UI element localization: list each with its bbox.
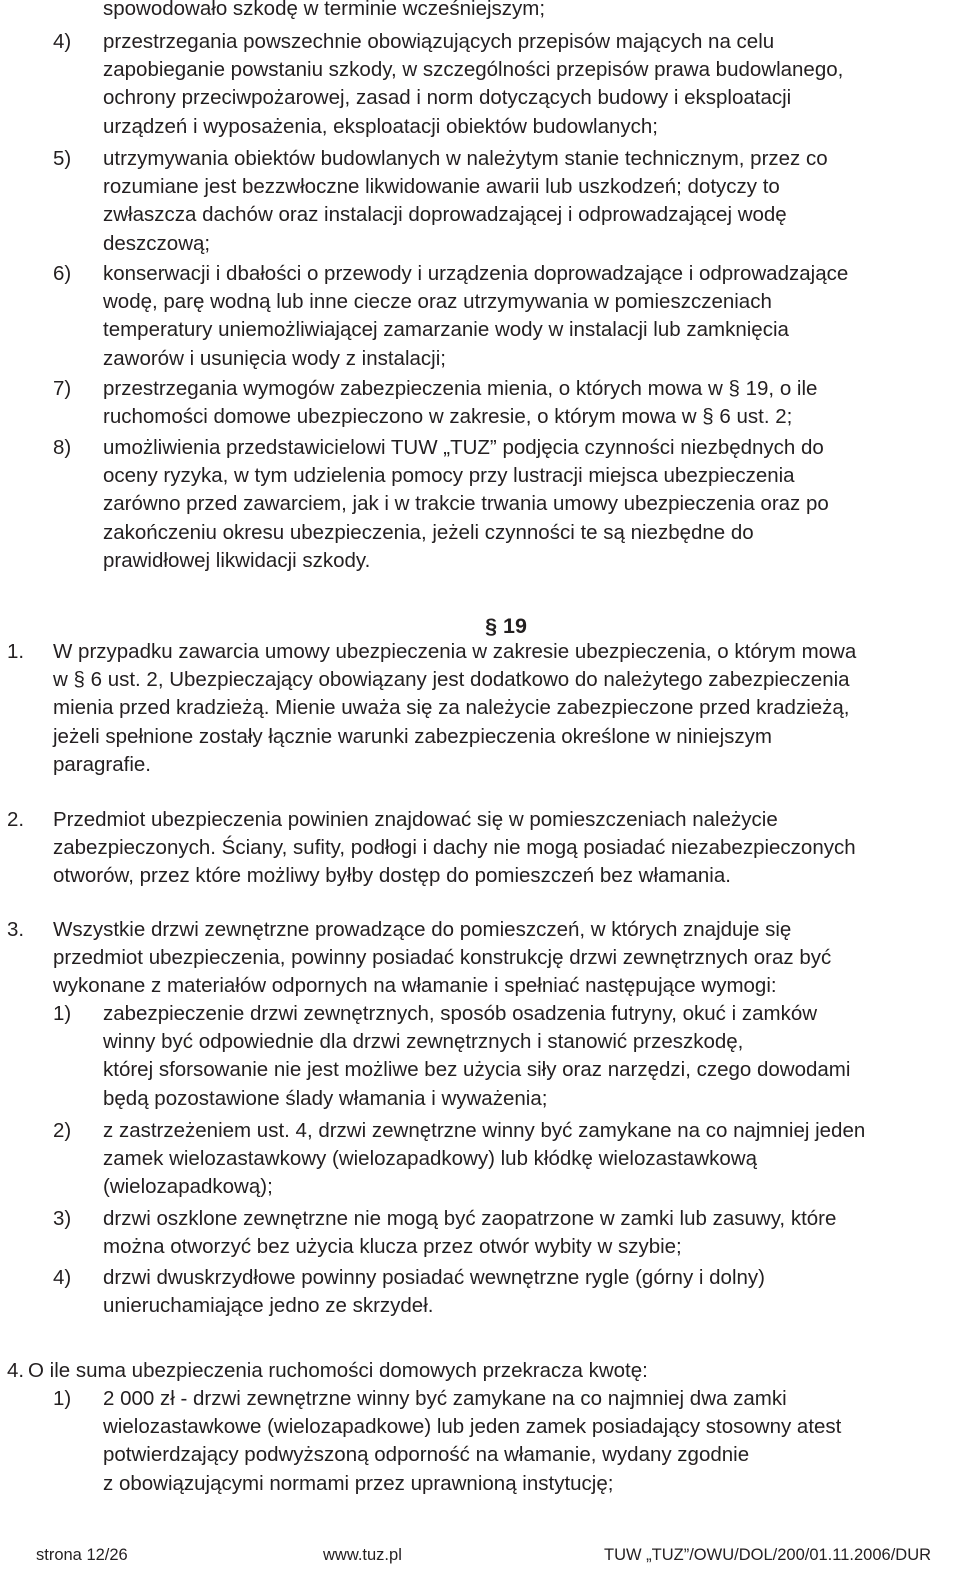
text-line: zwłaszcza dachów oraz instalacji doprowadzającej i odprowadzającej wodę [103,203,787,227]
item-number: 3) [53,1207,72,1230]
paragraph-number: 3. [7,918,25,941]
document-code: TUW „TUZ”/OWU/DOL/200/01.11.2006/DUR [604,1546,932,1564]
text-line: przedmiot ubezpieczenia, powinny posiadać konstrukcję drzwi zewnętrznych oraz być [53,946,832,970]
text-line: konserwacji i dbałości o przewody i urządzenia doprowadzające i odprowadzające [103,262,849,285]
paragraph-text [53,638,951,779]
text-line: zakończeniu okresu ubezpieczenia, jeżeli czynności te są niezbędne do [103,520,754,544]
item-number: 2) [53,1119,72,1142]
paragraph-text [28,1357,928,1385]
text-line: można otworzyć bez użycia klucza przez otwór wybity w szybie; [103,1235,682,1259]
text-line: winny być odpowiednie dla drzwi zewnętrznych i stanowić przeszkodę, [103,1030,744,1054]
text-line: ruchomości domowe ubezpieczono w zakresie, o którym mowa w § 6 ust. 2; [103,405,793,429]
text-line: spowodowało szkodę w terminie wcześniejszym; [103,0,546,20]
item-text [103,434,952,575]
text-line: będą pozostawione ślady włamania i wyważenia; [103,1086,548,1110]
section-heading [0,612,960,640]
text-line: wykonane z materiałów odpornych na włamanie i spełniać następujące wymogi: [53,974,777,998]
text-line: przestrzegania powszechnie obowiązujących przepisów mających na celu [103,30,775,53]
item-text [103,1385,952,1498]
text-line: deszczową; [103,231,211,255]
text-line: zapobieganie powstaniu szkody, w szczególności przepisów prawa budowlanego, [103,58,844,82]
text-line: urządzeń i wyposażenia, eksploatacji obiektów budowlanych; [103,114,658,138]
item-number: 1) [53,1387,72,1410]
item-number: 6) [53,262,72,285]
text-line: Wszystkie drzwi zewnętrzne prowadzące do pomieszczeń, w których znajduje się [53,918,792,941]
item-number: 8) [53,436,72,459]
item-number: 4) [53,30,72,53]
item-number: 7) [53,377,72,400]
paragraph-text [53,916,951,1001]
text-line: otworów, przez które możliwy byłby dostęp do pomieszczeń bez włamania. [53,864,731,888]
text-line: ochrony przeciwpożarowej, zasad i norm dotyczących budowy i eksploatacji [103,86,792,110]
text-line: wodę, parę wodną lub inne ciecze oraz utrzymywania w pomieszczeniach [103,290,772,314]
text-line: wielozastawkowe (wielozapadkowe) lub jeden zamek posiadający stosowny atest [103,1415,842,1439]
text-line: W przypadku zawarcia umowy ubezpieczenia w zakresie ubezpieczenia, o którym mowa [53,640,857,663]
website-link[interactable]: www.tuz.pl [323,1546,402,1564]
text-line: z obowiązującymi normami przez uprawnioną instytucję; [103,1471,614,1495]
continuation-text [103,0,952,23]
text-line: zarówno przed zawarciem, jak i w trakcie trwania umowy ubezpieczenia oraz po [103,492,829,516]
paragraph-text [53,806,951,891]
text-line: potwierdzający podwyższoną odporność na włamanie, wydany zgodnie [103,1443,750,1467]
text-line: (wielozapadkową); [103,1175,273,1199]
text-line: której sforsowanie nie jest możliwe bez użycia siły oraz narzędzi, czego dowodami [103,1058,851,1082]
item-text [103,1205,952,1261]
page-number: strona 12/26 [36,1546,128,1564]
text-line: drzwi oszklone zewnętrzne nie mogą być zaopatrzone w zamki lub zasuwy, które [103,1207,837,1230]
paragraph-number: 1. [7,640,25,663]
text-line: umożliwienia przedstawicielowi TUW „TUZ” podjęcia czynności niezbędnych do [103,436,824,459]
item-text [103,1264,952,1320]
item-number: 1) [53,1002,72,1025]
text-line: 2 000 zł - drzwi zewnętrzne winny być zamykane na co najmniej dwa zamki [103,1387,787,1410]
text-line: przestrzegania wymogów zabezpieczenia mienia, o których mowa w § 19, o ile [103,377,818,400]
item-text [103,260,952,373]
text-line: paragrafie. [53,752,152,776]
text-line: zabezpieczonych. Ściany, sufity, podłogi i dachy nie mogą posiadać niezabezpieczonych [53,836,856,860]
text-line: Przedmiot ubezpieczenia powinien znajdować się w pomieszczeniach należycie [53,808,778,831]
text-line: zaworów i usunięcia wody z instalacji; [103,346,446,370]
text-line: drzwi dwuskrzydłowe powinny posiadać wewnętrzne rygle (górny i dolny) [103,1266,765,1289]
text-line: utrzymywania obiektów budowlanych w należytym stanie technicznym, przez co [103,147,828,170]
item-text [103,375,952,431]
text-line: mienia przed kradzieżą. Mienie uważa się za należycie zabezpieczone przed kradzieżą, [53,696,850,720]
text-line: jeżeli spełnione zostały łącznie warunki zabezpieczenia określone w niniejszym [53,724,773,748]
text-line: unieruchamiające jedno ze skrzydeł. [103,1294,434,1318]
item-number: 4) [53,1266,72,1289]
text-line: oceny ryzyka, w tym udzielenia pomocy przy lustracji miejsca ubezpieczenia [103,464,795,488]
text-line: zamek wielozastawkowy (wielozapadkowy) lub kłódkę wielozastawkową [103,1147,757,1171]
paragraph-number: 2. [7,808,25,831]
text-line: O ile suma ubezpieczenia ruchomości domowych przekracza kwotę: [28,1359,648,1382]
item-text [103,28,952,141]
section-heading-text: § 19 [485,614,527,638]
item-text [103,1000,952,1113]
item-text [103,145,952,258]
item-text [103,1117,952,1202]
text-line: rozumiane jest bezzwłoczne likwidowanie awarii lub uszkodzeń; dotyczy to [103,175,780,199]
text-line: temperatury uniemożliwiającej zamarzanie wody w instalacji lub zamknięcia [103,318,789,342]
text-line: z zastrzeżeniem ust. 4, drzwi zewnętrzne winny być zamykane na co najmniej jeden [103,1119,866,1142]
text-line: prawidłowej likwidacji szkody. [103,548,371,572]
text-line: zabezpieczenie drzwi zewnętrznych, sposób osadzenia futryny, okuć i zamków [103,1002,818,1025]
paragraph-number: 4. [7,1359,25,1382]
text-line: w § 6 ust. 2, Ubezpieczający obowiązany jest dodatkowo do należytego zabezpieczenia [53,668,850,692]
item-number: 5) [53,147,72,170]
